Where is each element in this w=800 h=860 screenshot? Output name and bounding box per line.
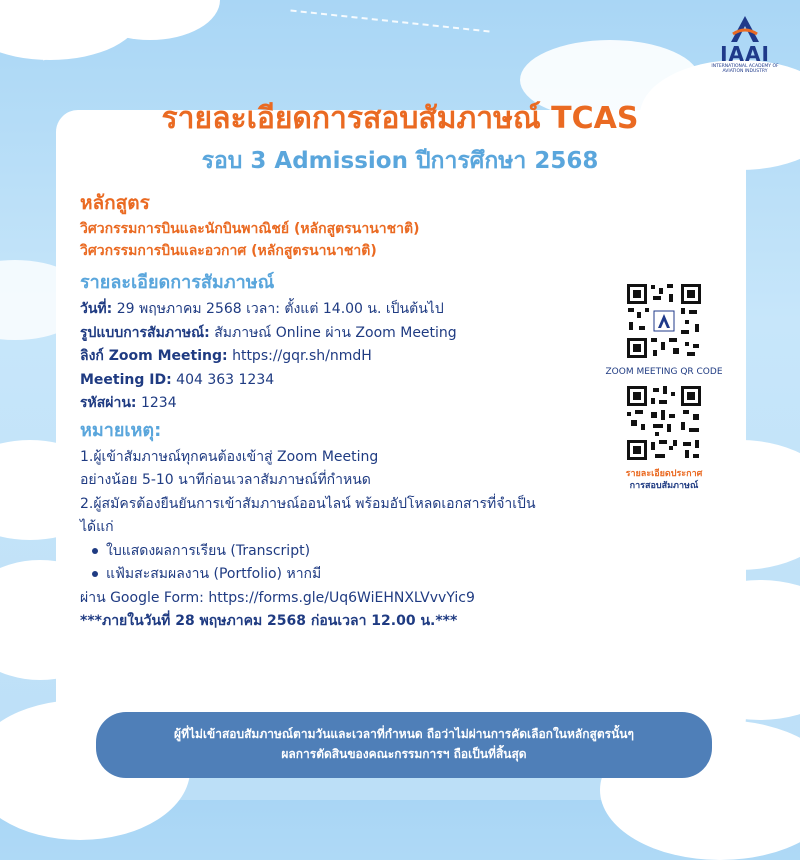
main-content [80, 188, 600, 634]
bullet-text: แฟ้มสะสมผลงาน (Portfolio) หากมี [106, 566, 322, 582]
interview-format [80, 322, 600, 346]
banner-line-2: ผลการตัดสินของคณะกรรมการฯ ถือเป็นที่สิ้นสุด [281, 747, 527, 761]
page-title: รายละเอียดการสอบสัมภาษณ์ TCAS [161, 101, 639, 136]
date-value: 29 พฤษภาคม 2568 เวลา: ตั้งแต่ 14.00 น. เป็นต้นไป [116, 301, 444, 317]
iaai-logo [710, 14, 780, 84]
date-label: วันที่: [80, 301, 113, 317]
password-row [80, 392, 600, 416]
zoom-link-row [80, 345, 600, 369]
deadline-line: ***ภายในวันที่ 28 พฤษภาคม 2568 ก่อนเวลา 12.00 น.*** [80, 613, 458, 629]
note-line: 2.ผู้สมัครต้องยืนยันการเข้าสัมภาษณ์ออนไลน์ พร้อมอัปโหลดเอกสารที่จำเป็น [80, 495, 536, 512]
interview-date [80, 298, 600, 322]
note-bullet [80, 563, 600, 587]
note-line: ได้แก่ [80, 519, 114, 535]
format-label: รูปแบบการสัมภาษณ์: [80, 324, 210, 341]
zoom-qr-block [584, 282, 744, 378]
google-form-line[interactable]: ผ่าน Google Form: https://forms.gle/Uq6WiEHNXLVvvYic9 [80, 589, 475, 606]
program-heading: หลักสูตร [80, 192, 150, 214]
banner-line-1: ผู้ที่ไม่เข้าสอบสัมภาษณ์ตามวันและเวลาที่กำหนด ถือว่าไม่ผ่านการคัดเลือกในหลักสูตรนั้นๆ [174, 727, 634, 741]
program-item: วิศวกรรมการบินและอวกาศ (หลักสูตรนานาชาติ) [80, 243, 377, 259]
details-qr-label-2: การสอบสัมภาษณ์ [629, 481, 699, 491]
password-value: 1234 [140, 395, 177, 411]
details-qr-label-1: รายละเอียดประกาศ [625, 469, 703, 479]
note-bullet [80, 540, 600, 564]
note-line: อย่างน้อย 5-10 นาทีก่อนเวลาสัมภาษณ์ที่กำหนด [80, 472, 371, 488]
zoom-link[interactable]: https://gqr.sh/nmdH [232, 348, 372, 364]
page-subtitle: รอบ 3 Admission ปีการศึกษา 2568 [201, 148, 599, 174]
logo-text: IAAI [720, 42, 770, 66]
zoom-link-label: ลิงก์ Zoom Meeting: [80, 348, 228, 364]
bullet-icon [92, 548, 98, 554]
note-line: 1.ผู้เข้าสัมภาษณ์ทุกคนต้องเข้าสู่ Zoom Meeting [80, 448, 379, 465]
details-qr-block [584, 384, 744, 492]
bullet-text: ใบแสดงผลการเรียน (Transcript) [106, 542, 311, 559]
meeting-id-row [80, 369, 600, 393]
password-label: รหัสผ่าน: [80, 395, 137, 411]
program-item: วิศวกรรมการบินและนักบินพาณิชย์ (หลักสูตรนานาชาติ) [80, 221, 420, 237]
notes-heading: หมายเหตุ: [80, 419, 162, 441]
logo-subtitle: INTERNATIONAL ACADEMY OF AVIATION INDUSTRY [711, 64, 779, 74]
zoom-qr-label: ZOOM MEETING QR CODE [605, 367, 723, 377]
warning-banner [96, 712, 712, 778]
bullet-icon [92, 571, 98, 577]
zoom-qr-code[interactable] [625, 282, 703, 360]
plane-emblem-icon [725, 14, 765, 44]
meeting-id-value: 404 363 1234 [176, 371, 275, 388]
details-qr-code[interactable] [625, 384, 703, 462]
interview-heading: รายละเอียดการสัมภาษณ์ [80, 272, 275, 293]
format-value: สัมภาษณ์ Online ผ่าน Zoom Meeting [214, 324, 457, 341]
meeting-id-label: Meeting ID: [80, 371, 172, 388]
